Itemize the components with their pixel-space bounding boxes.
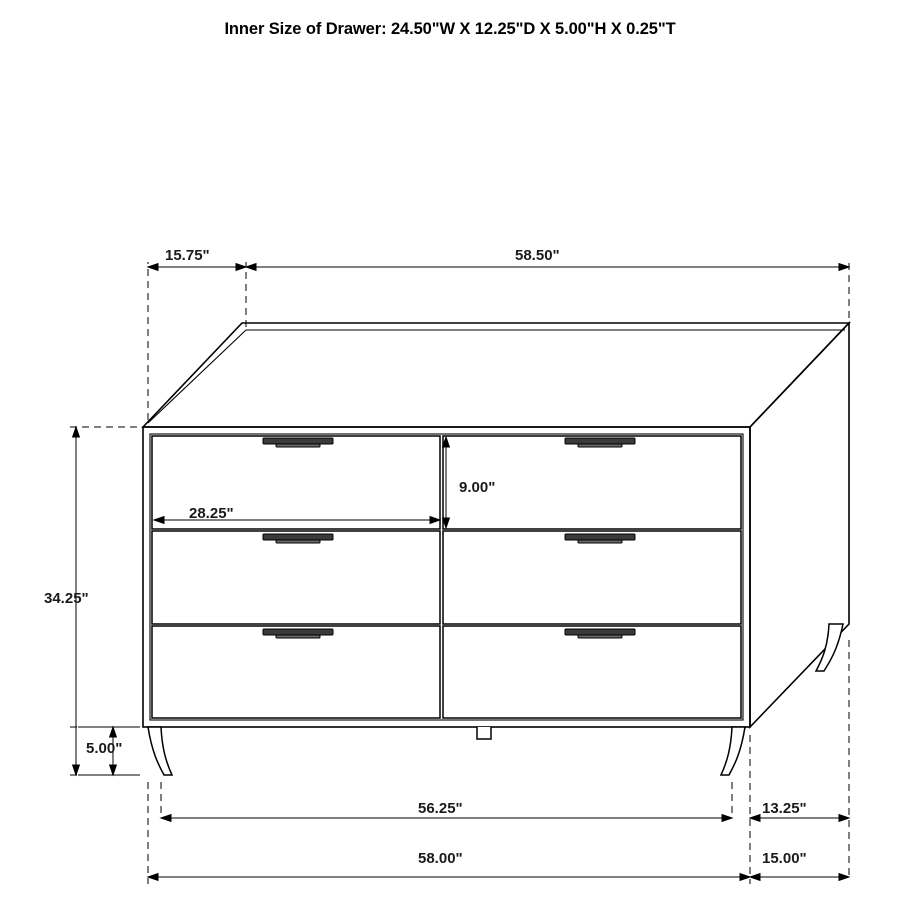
leg-front-right	[721, 727, 745, 775]
top-surface-inner-edge	[148, 330, 845, 423]
cabinet-right-side	[750, 323, 849, 727]
dimline-overall-width	[148, 874, 750, 881]
label-top-depth-offset: 15.75"	[165, 247, 210, 264]
label-case-depth: 13.25"	[762, 800, 807, 817]
label-drawer-width: 28.25"	[189, 505, 234, 522]
dimline-top-depth-offset	[148, 264, 246, 271]
dimline-top-width	[246, 264, 849, 271]
cabinet-top-surface	[143, 323, 849, 427]
label-overall-width: 58.00"	[418, 850, 463, 867]
label-top-width: 58.50"	[515, 247, 560, 264]
label-overall-depth: 15.00"	[762, 850, 807, 867]
label-case-width: 56.25"	[418, 800, 463, 817]
drawer-front-middle-right	[443, 531, 741, 624]
label-leg-height: 5.00"	[86, 740, 123, 757]
label-drawer-height: 9.00"	[459, 479, 496, 496]
label-total-height: 34.25"	[44, 590, 89, 607]
leg-front-left	[148, 727, 172, 775]
drawer-front-bottom-right	[443, 626, 741, 718]
drawer-front-bottom-left	[152, 626, 440, 718]
dimline-overall-depth	[750, 874, 849, 881]
center-foot	[477, 727, 491, 739]
page-title: Inner Size of Drawer: 24.50"W X 12.25"D X 5.00"H X 0.25"T	[224, 20, 676, 38]
leg-rear-right	[816, 624, 843, 671]
drawer-front-middle-left	[152, 531, 440, 624]
